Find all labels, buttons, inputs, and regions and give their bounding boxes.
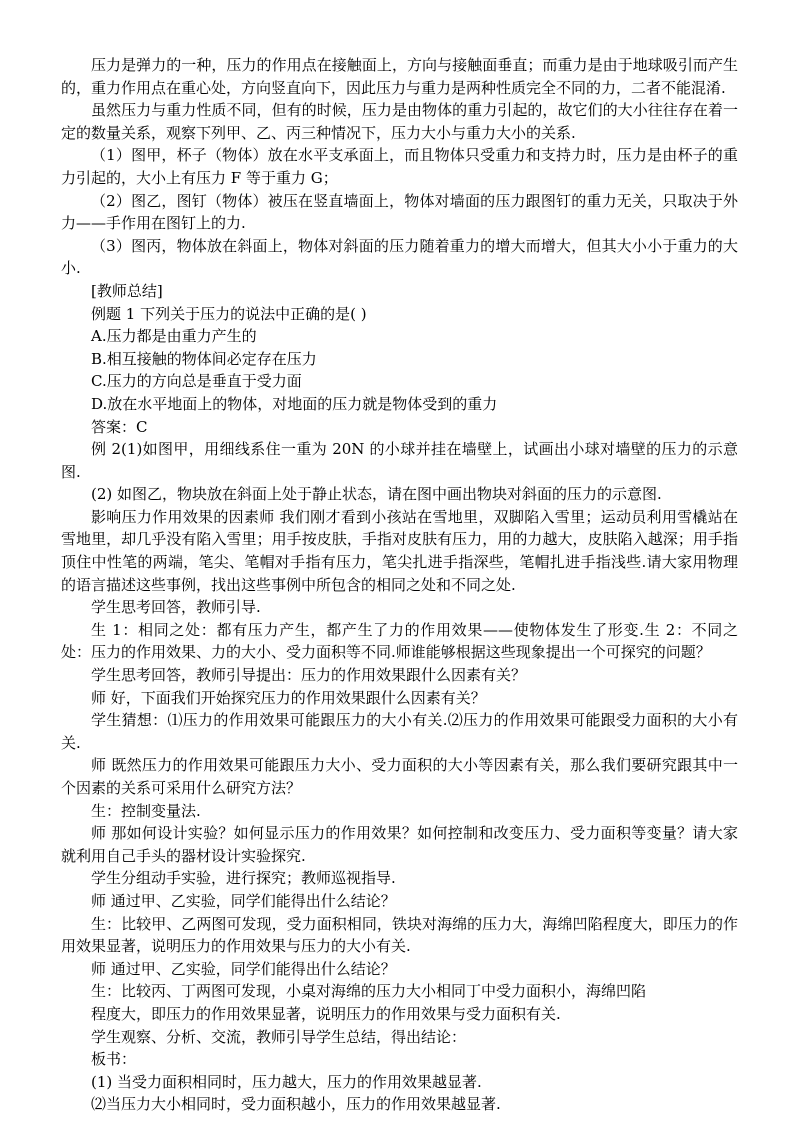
paragraph-control-variable: 生：控制变量法. xyxy=(91,801,201,820)
example-1-question: 例题 1 下列关于压力的说法中正确的是( ) xyxy=(91,304,367,323)
paragraph-teacher-start: 师 好，下面我们开始探究压力的作用效果跟什么因素有关？ xyxy=(91,688,486,707)
paragraph-pressure-vs-gravity: 压力是弹力的一种，压力的作用点在接触面上，方向与接触面垂直；而重力是由于地球吸引而产生的，重力作用点在重心处，方向竖直向下，因此压力与重力是两种性质完全不同的力，二者不能混淆. xyxy=(61,56,738,97)
paragraph-students-answer: 学生思考回答，教师引导. xyxy=(91,598,261,617)
option-a: A.压力都是由重力产生的 xyxy=(91,327,257,346)
paragraph-summary-intro: 学生观察、分析、交流，教师引导学生总结，得出结论： xyxy=(91,1027,467,1046)
option-d: D.放在水平地面上的物体，对地面的压力就是物体受到的重力 xyxy=(91,394,498,413)
option-c: C.压力的方向总是垂直于受力面 xyxy=(91,372,302,391)
paragraph-group-experiment: 学生分组动手实验，进行探究；教师巡视指导. xyxy=(91,869,396,888)
document-body xyxy=(61,54,738,1116)
paragraph-question-raised: 学生思考回答，教师引导提出：压力的作用效果跟什么因素有关？ xyxy=(91,666,527,685)
paragraph-method-question: 师 既然压力的作用效果可能跟压力大小、受力面积的大小等因素有关，那么我们要研究跟其中一个因素的关系可采用什么研究方法？ xyxy=(61,756,738,797)
paragraph-case-pushpin: （2）图乙，图钉（物体）被压在竖直墙面上，物体对墙面的压力跟图钉的重力无关，只取决于外力——手作用在图钉上的力. xyxy=(61,191,738,233)
paragraph-influence-factors: 影响压力作用效果的因素师 我们刚才看到小孩站在雪地里，双脚陷入雪里；运动员利用雪橇站在雪地里，却几乎没有陷入雪里；用手按皮肤，手指对皮肤有压力，用的力越大，皮肤陷入越深；用手指顶住中性笔的两端，笔尖、笔帽对手指有压力，笔尖扎进手指深些，笔帽扎进手指浅些.请大家用物理的语言描述这些事例，找出这些事例中所包含的相同之处和不同之处. xyxy=(61,507,738,594)
paragraph-conclusion-1: 生：比较甲、乙两图可发现，受力面积相同，铁块对海绵的压力大，海绵凹陷程度大，即压力的作用效果显著，说明压力的作用效果与压力的大小有关. xyxy=(61,914,738,956)
teacher-summary-heading: [教师总结] xyxy=(91,281,163,300)
paragraph-teacher-ask-2: 师 通过甲、乙实验，同学们能得出什么结论？ xyxy=(91,959,396,978)
blackboard-point-1: (1) 当受力面积相同时，压力越大，压力的作用效果越显著. xyxy=(91,1072,482,1091)
option-b: B.相互接触的物体间必定存在压力 xyxy=(91,349,317,368)
answer: 答案：C xyxy=(91,417,148,436)
paragraph-quantity-relation: 虽然压力与重力性质不同，但有的时候，压力是由物体的重力引起的，故它们的大小往往存在着一定的数量关系，观察下列甲、乙、丙三种情况下，压力大小与重力大小的关系. xyxy=(61,101,738,142)
paragraph-case-slope: （3）图丙，物体放在斜面上，物体对斜面的压力随着重力的增大而增大，但其大小小于重力的大小. xyxy=(61,236,738,278)
paragraph-design-experiment: 师 那如何设计实验？如何显示压力的作用效果？如何控制和改变压力、受力面积等变量？请大家就利用自己手头的器材设计实验探究. xyxy=(61,824,738,865)
blackboard-point-2: ⑵当压力大小相同时，受力面积越小，压力的作用效果越显著. xyxy=(91,1095,501,1114)
paragraph-conclusion-2-line-2: 程度大，即压力的作用效果显著，说明压力的作用效果与受力面积有关. xyxy=(91,1004,561,1023)
example-2-part-2: (2) 如图乙，物块放在斜面上处于静止状态，请在图中画出物块对斜面的压力的示意图. xyxy=(91,485,662,504)
paragraph-conclusion-2-line-1: 生：比较丙、丁两图可发现，小桌对海绵的压力大小相同丁中受力面积小，海绵凹陷 xyxy=(91,982,647,1001)
paragraph-student-guess: 学生猜想：⑴压力的作用效果可能跟压力的大小有关.⑵压力的作用效果可能跟受力面积的大小有关. xyxy=(61,711,738,752)
paragraph-student-responses: 生 1：相同之处：都有压力产生，都产生了力的作用效果——使物体发生了形变.生 2：不同之处：压力的作用效果、力的大小、受力面积等不同.师谁能够根据这些现象提出一个可探究的问题？ xyxy=(61,620,738,662)
paragraph-teacher-ask-1: 师 通过甲、乙实验，同学们能得出什么结论？ xyxy=(91,891,396,910)
example-2-part-1: 例 2(1)如图甲，用细线系住一重为 20N 的小球并挂在墙壁上，试画出小球对墙壁的压力的示意图. xyxy=(61,440,738,481)
paragraph-case-cup: （1）图甲，杯子（物体）放在水平支承面上，而且物体只受重力和支持力时，压力是由杯子的重力引起的，大小上有压力 F 等于重力 G； xyxy=(61,146,738,187)
blackboard-heading: 板书： xyxy=(91,1050,137,1069)
